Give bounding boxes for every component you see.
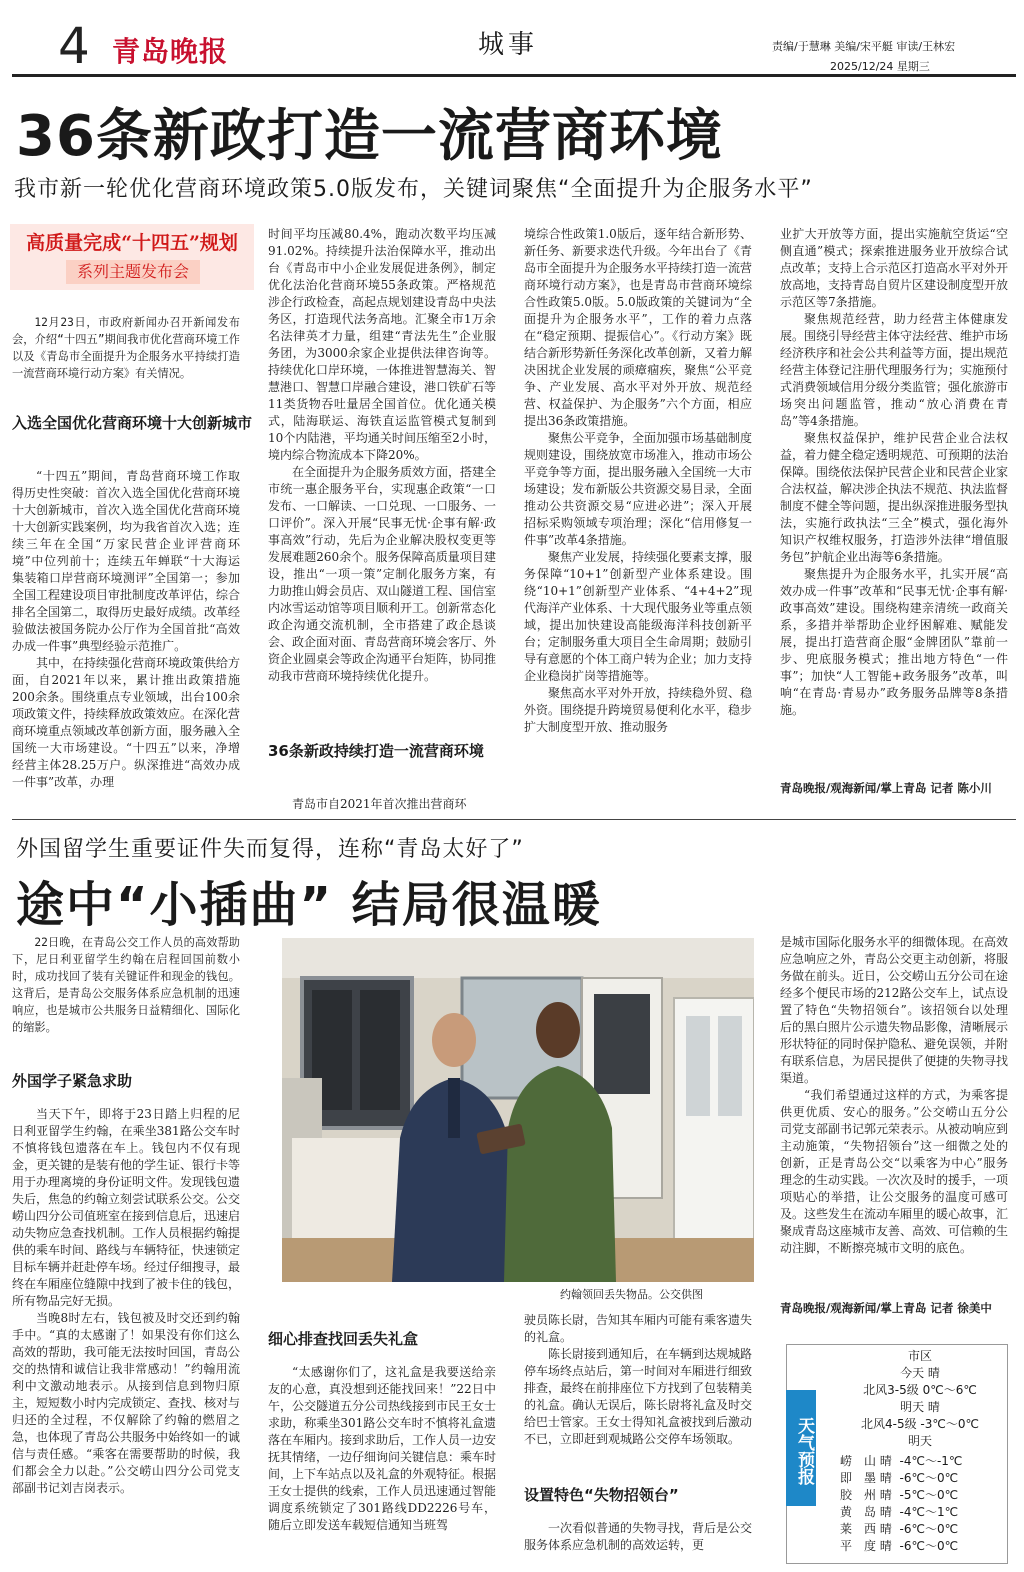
weather-tomorrow-detail: 北风4-5级 -3℃～0℃: [861, 1417, 979, 1431]
story2-kicker: 外国留学生重要证件失而复得，连称“青岛太好了”: [16, 837, 524, 862]
weather-region: 市区: [907, 1349, 932, 1363]
story1-subhead-2: 36条新政持续打造一流营商环境: [268, 742, 484, 760]
story2-column-3-tail: 一次看似普通的失物寻找，背后是公交服务体系应急机制的高效运转，更: [524, 1521, 753, 1552]
weather-tag: 天气预报: [786, 1390, 816, 1506]
page-number: 4: [58, 17, 90, 75]
story2-byline: 青岛晚报/观海新闻/掌上青岛 记者 徐美中: [780, 1301, 992, 1315]
story1-column-1: “十四五”期间，青岛营商环境工作取得历史性突破：首次入选全国优化营商环境十大创新城市，首次入选全国优化营商环境十大创新实践案例，均为我省首次入选；连续三年在全国“万家民营企业评营商环境”中位列前十；连续五年蝉联“十大海运集装箱口岸营商环境测评”全国第一；参加全国工程建设项目审批制度改革评估，综合排名全国第二，取得历史最好成绩。改革经验做法被国务院办公厅作为全国首批“高效办成一件事”典型经验示范推广。 其中，在持续强化营商环境政策供给方面，自2021年以来，累计推出政策措施200余条。围绕重点专业领域，出台100余项政策文件，持续释放政策效应。在深化营商环境重点领域改革创新方面，服务融入全国统一大市场建设。“十四五”以来，净增经营主体28.25万户。纵深推进“高效办成一件事”改革，办理: [12, 469, 240, 789]
editor-credits: 责编/于慧琳 美编/宋平艇 审读/王林宏: [772, 40, 956, 53]
newspaper-logo: 青岛晚报: [112, 35, 229, 68]
weather-tomorrow-label: 明天 晴: [900, 1400, 940, 1414]
story1-subheadline: 我市新一轮优化营商环境政策5.0版发布，关键词聚焦“全面提升为企服务水平”: [14, 177, 813, 202]
series-badge-subtitle: 系列主题发布会: [66, 260, 200, 284]
story2-lead: 22日晚，在青岛公交工作人员的高效帮助下，尼日利亚留学生约翰在启程回国前数小时，成功找回了装有关键证件和现金的钱包。这背后，是青岛公交服务体系应急机制的迅速响应，也是城市公共服务日益精细化、国际化的缩影。: [12, 936, 240, 1034]
series-badge-title: 高质量完成“十四五”规划: [26, 232, 238, 254]
story1-column-2-tail: 青岛市自2021年首次推出营商环: [292, 797, 467, 811]
weather-today-detail: 北风3-5级 0℃～6℃: [863, 1383, 977, 1397]
news-photo: [282, 938, 754, 1282]
story1-column-2: 时间平均压减80.4%，跑动次数平均压减91.02%。持续提升法治保障水平，推动出台《青岛市中小企业发展促进条例》，制定优化法治化营商环境55条政策。严格规范涉企行政检查，高起点规划建设青岛中央法务区，打造现代法务高地。汇聚全市1万余名法律英才力量，组建“青法先生”企业服务团，为3000余家企业提供法律咨询等。持续优化口岸环境，一体推进智慧海关、智慧港口、智慧口岸融合建设，港口铁矿石等11类货物吞吐量居全国首位。优化通关模式，陆海联运、海铁直运监管模式复制到10个内陆港，平均通关时间压缩至2小时，境内综合物流成本下降20%。 在全面提升为企服务质效方面，搭建全市统一惠企服务平台，实现惠企政策“一口发布、一口解读、一口兑现、一口服务、一口评价”。深入开展“民事无忧·企事有解·政事高效”行动，先后为企业解决股权变更等发展难题260余个。服务保障高质量项目建设，推出“一项一策”定制化服务方案，有力助推山姆会员店、双山隧道工程、国信室内冰雪运动馆等项目顺利开工。创新常态化政企沟通交流机制，全市搭建了政企恳谈会、政企面对面、青岛营商环境会客厅、外资企业圆桌会等政企沟通平台矩阵，协同推动我市营商环境持续优化提升。: [268, 227, 496, 683]
story2-column-3: 驶员陈长尉，告知其车厢内可能有乘客遗失的礼盒。 陈长尉接到通知后，在车辆到达规城路停车场终点站后，第一时间对车厢进行细致排查，最终在前排座位下方找到了包装精美的礼盒。确认无误后，陈长尉将礼盒及时交给巴士管家。王女士得知礼盒被找到后激动不已，立即赶到观城路公交停车场领取。: [524, 1313, 752, 1446]
story1-byline: 青岛晚报/观海新闻/掌上青岛 记者 陈小川: [780, 781, 992, 795]
masthead-rule: [12, 74, 1016, 77]
story2-headline: 途中“小插曲” 结局很温暖: [16, 877, 602, 933]
weather-city-row: 平 度 晴 -6℃～0℃: [840, 1539, 959, 1553]
story1-column-4: 业扩大开放等方面，提出实施航空货运“空侧直通”模式；探索推进服务业开放综合试点改革；支持上合示范区打造高水平对外开放高地，支持青岛自贸片区建设制度型开放示范区等7条措施。 聚焦规范经营，助力经营主体健康发展。围绕引导经营主体守法经营、维护市场经济秩序和社会公共利益等方面，提出规范经营主体登记注册代理服务行为；实施预付式消费领域信用分级分类监管；强化旅游市场突出问题监管，推动“放心消费在青岛”等4条措施。 聚焦权益保护，维护民营企业合法权益，着力健全稳定透明规范、可预期的法治保障。围绕依法保护民营企业和民营企业家合法权益，解决涉企执法不规范、执法监督制度不健全等问题，提出纵深推进服务型执法，实施行政执法“三全”模式，强化海外知识产权维权服务，打造涉外法律“增值服务包”护航企业出海等6条措施。 聚焦提升为企服务水平，扎实开展“高效办成一件事”改革和“民事无忧·企事有解·政事高效”建设。围绕构建亲清统一政商关系，多措并举帮助企业纾困解难、赋能发展，提出打造营商企服“金牌团队”靠前一步、兜底服务模式；推出地方特色“一件事”；加快“人工智能+政务服务”改革，叫响“在青岛·青易办”政务服务品牌等8条措施。: [780, 227, 1008, 717]
weather-city-row: 即 墨 晴 -6℃～0℃: [840, 1471, 959, 1485]
section-divider: [12, 819, 1016, 820]
weather-city-row: 黄 岛 晴 -4℃～1℃: [840, 1505, 959, 1519]
weather-city-row: 胶 州 晴 -5℃～0℃: [840, 1488, 959, 1502]
story2-subhead-1: 外国学子紧急求助: [12, 1072, 133, 1090]
weather-city-row: 莱 西 晴 -6℃～0℃: [840, 1522, 959, 1536]
story2-column-4: 是城市国际化服务水平的细微体现。在高效应急响应之外，青岛公交更主动创新，将服务做在前头。近日，公交崂山五分公司在途经多个便民市场的212路公交车上，试点设置了特色“失物招领台”。该招领台以处理后的黑白照片公示遗失物品影像，清晰展示形状特征的同时保护隐私、避免误领，并附有联系信息，为居民提供了便捷的失物寻找渠道。 “我们希望通过这样的方式，为乘客提供更优质、安心的服务。”公交崂山五分公司党支部副书记郭元荣表示。从被动响应到主动施策，“失物招领台”这一细微之处的创新，正是青岛公交“以乘客为中心”服务理念的生动实践。一次次及时的援手，一项项贴心的举措，让公交服务的温度可感可及。这些发生在流动车厢里的暖心故事，汇聚成青岛这座城市友善、高效、可信赖的生动注脚，不断擦亮城市文明的底色。: [780, 935, 1008, 1255]
weather-next-label: 明天: [907, 1434, 932, 1448]
photo-illustration: [282, 938, 754, 1282]
story2-subhead-3: 设置特色“失物招领台”: [524, 1486, 679, 1504]
weather-today-label: 今天 晴: [900, 1366, 940, 1380]
photo-caption: 约翰领回丢失物品。公交供图: [560, 1288, 703, 1301]
story1-headline: 36条新政打造一流营商环境: [16, 104, 723, 169]
story1-lead: 12月23日，市政府新闻办召开新闻发布会，介绍“十四五”期间我市优化营商环境工作以及《青岛市全面提升为企服务水平持续打造一流营商环境行动方案》有关情况。: [12, 316, 240, 380]
issue-date: 2025/12/24 星期三: [830, 60, 930, 73]
weather-city-row: 崂 山 晴 -4℃～-1℃: [840, 1454, 963, 1468]
story2-column-1: 当天下午，即将于23日踏上归程的尼日利亚留学生约翰，在乘坐381路公交车时不慎将钱包遗落在车上。钱包内不仅有现金，更关键的是装有他的学生证、银行卡等用于办理离境的身份证明文件。发现钱包遗失后，焦急的约翰立刻尝试联系公交。公交崂山四分公司值班室在接到信息后，迅速启动失物应急查找机制。工作人员根据约翰提供的乘车时间、路线与车辆特征，快速锁定目标车辆并赶赴停车场。经过仔细搜寻，最终在车厢座位缝隙中找到了被卡住的钱包，所有物品完好无损。 当晚8时左右，钱包被及时交还到约翰手中。“真的太感谢了！如果没有你们这么高效的帮助，我可能无法按时回国，青岛公交的热情和诚信让我非常感动！”约翰用流利中文激动地表示。从接到信息到物归原主，短短数小时内完成锁定、查找、核对与归还的全过程，不仅解除了约翰的燃眉之急，也体现了青岛公共服务中始终如一的诚信与责任感。“乘客在需要帮助的时候，我们都会全力以赴。”公交崂山四分公司党支部副书记刘吉岗表示。: [12, 1107, 240, 1495]
story2-column-2: “太感谢你们了，这礼盒是我要送给亲友的心意，真没想到还能找回来！”22日中午，公交隧道五分公司热线接到市民王女士求助，称乘坐301路公交车时不慎将礼盒遗落在车厢内。接到求助后，工作人员一边安抚其情绪，一边仔细询问关键信息：乘车时间，上下车站点以及礼盒的外观特征。根据王女士提供的线索，工作人员迅速通过智能调度系统锁定了301路线DD2226号车，随后立即发送车载短信通知当班驾: [268, 1365, 496, 1532]
story1-subhead-1: 入选全国优化营商环境十大创新城市: [12, 414, 253, 432]
story2-subhead-2: 细心排查找回丢失礼盒: [268, 1330, 419, 1348]
section-title: 城事: [478, 30, 539, 60]
story1-column-3: 境综合性政策1.0版后，逐年结合新形势、新任务、新要求迭代升级。今年出台了《青岛市全面提升为企服务水平持续打造一流营商环境行动方案》，也是青岛市营商环境综合性政策5.0版。5.0版政策的关键词为“全面提升为企服务水平”，工作的着力点落在“稳定预期、提振信心”。《行动方案》既结合新形势新任务深化改革创新，又着力解决困扰企业发展的顽瘴痼疾，聚焦“公平竞争、产业发展、高水平对外开放、规范经营、权益保护、为企服务”六个方面，相应提出36条政策措施。 聚焦公平竞争，全面加强市场基础制度规则建设，围绕放宽市场准入，推动市场公平竞争等方面，提出服务融入全国统一大市场建设；发布新版公共资源交易目录，全面推动公共资源交易“应进必进”；深入开展招标采购领域专项治理；深化“信用修复一件事”改革4条措施。 聚焦产业发展，持续强化要素支撑，服务保障“10+1”创新型产业体系建设。围绕“10+1”创新型产业体系、“4+4+2”现代海洋产业体系、十大现代服务业等重点领域，提出加快建设高能级海洋科技创新平台；定制服务重大项目全生命周期；鼓励引导有意愿的个体工商户转为企业；加力支持企业稳岗扩岗等措施等。 聚焦高水平对外开放，持续稳外贸、稳外资。围绕提升跨境贸易便利化水平，稳步扩大制度型开放、推动服务: [524, 227, 752, 734]
